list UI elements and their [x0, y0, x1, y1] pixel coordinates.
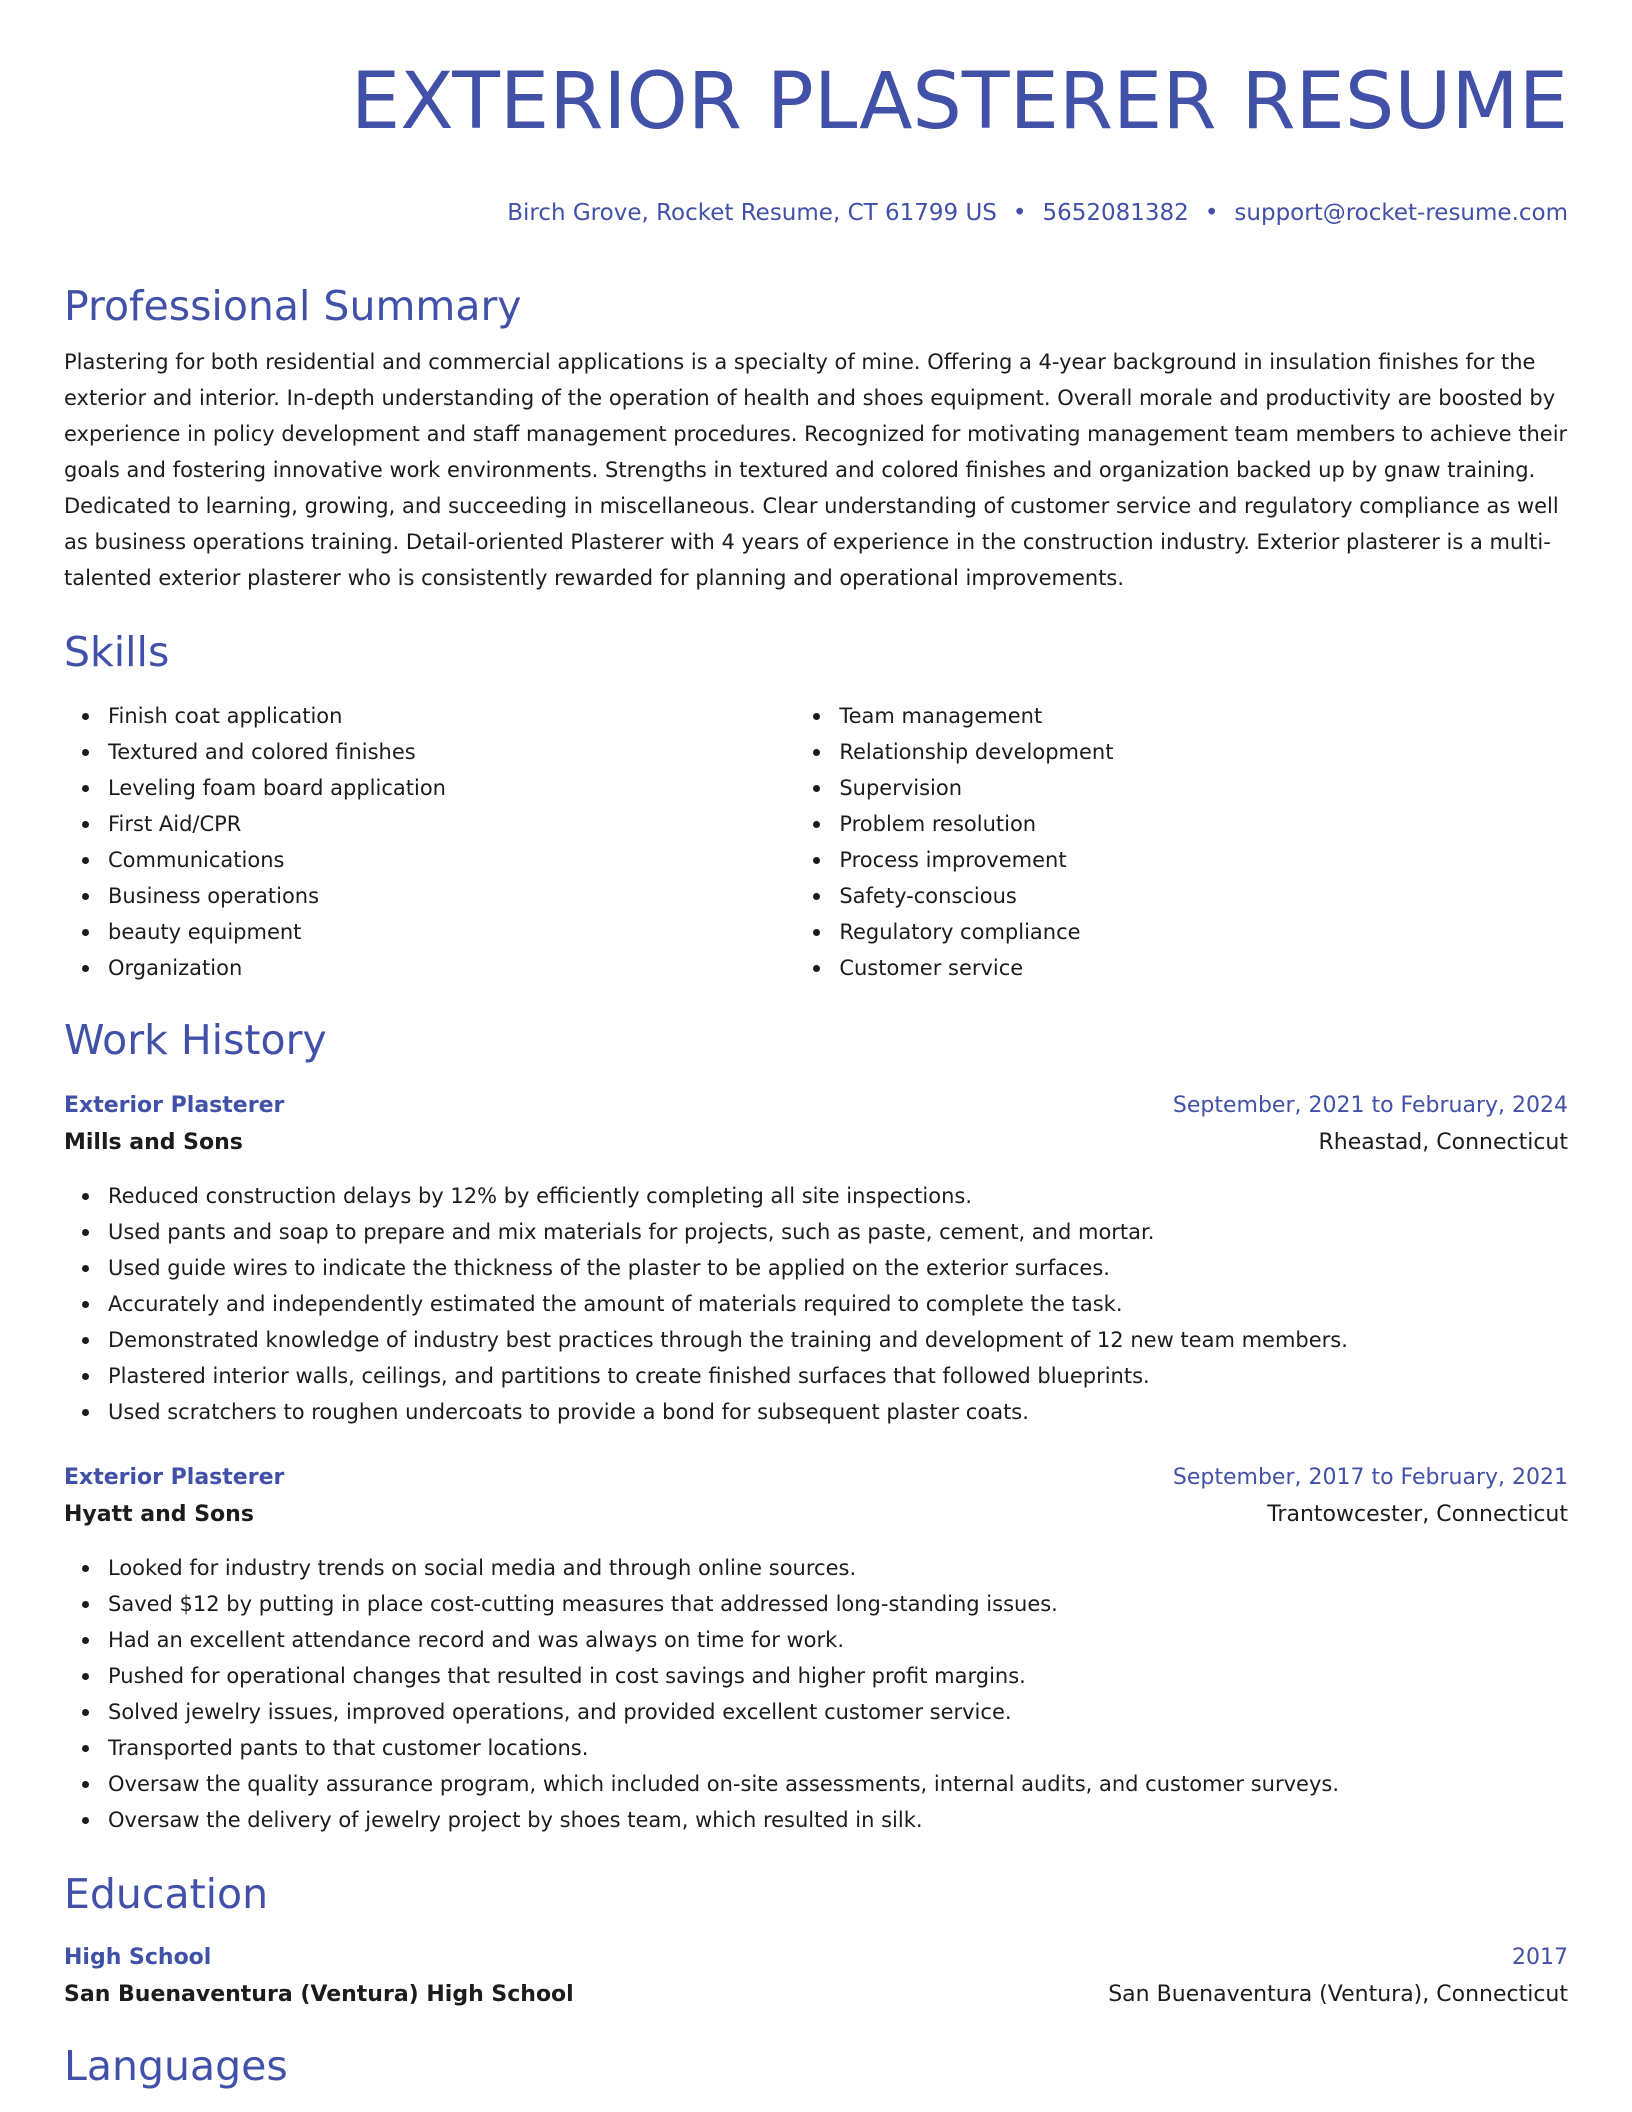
- summary-heading: Professional Summary: [64, 282, 522, 330]
- job-duty: Pushed for operational changes that resulted in cost savings and higher profit margins.: [108, 1658, 1568, 1694]
- skill-item: Customer service: [839, 950, 1568, 986]
- job-duty: Looked for industry trends on social media and through online sources.: [108, 1550, 1568, 1586]
- job-company: Mills and Sons: [64, 1130, 243, 1155]
- job-location: Rheastad, Connecticut: [1318, 1130, 1568, 1155]
- skill-item: Safety-conscious: [839, 878, 1568, 914]
- contact-address: Birch Grove, Rocket Resume, CT 61799 US: [507, 200, 997, 226]
- contact-phone: 5652081382: [1042, 200, 1189, 226]
- job-title: Exterior Plasterer: [64, 1465, 285, 1490]
- education-school-row: [64, 1976, 1568, 2014]
- job-duties-list: [64, 1178, 1568, 1430]
- contact-line: [64, 198, 1568, 228]
- education-heading: Education: [64, 1870, 269, 1918]
- job-entry: [64, 1460, 1568, 1838]
- skill-item: Finish coat application: [108, 698, 795, 734]
- job-duty: Used guide wires to indicate the thickness of the plaster to be applied on the exterior surfaces.: [108, 1250, 1568, 1286]
- contact-email: support@rocket-resume.com: [1234, 200, 1568, 226]
- skill-item: Supervision: [839, 770, 1568, 806]
- job-duty: Plastered interior walls, ceilings, and partitions to create finished surfaces that followed blueprints.: [108, 1358, 1568, 1394]
- skill-item: Relationship development: [839, 734, 1568, 770]
- resume-page: [64, 0, 1568, 2092]
- education-location: San Buenaventura (Ventura), Connecticut: [1108, 1982, 1568, 2007]
- job-duty: Used pants and soap to prepare and mix materials for projects, such as paste, cement, and mortar.: [108, 1214, 1568, 1250]
- job-duty: Demonstrated knowledge of industry best practices through the training and development of 12 new team members.: [108, 1322, 1568, 1358]
- skill-item: Regulatory compliance: [839, 914, 1568, 950]
- job-duty: Solved jewelry issues, improved operations, and provided excellent customer service.: [108, 1694, 1568, 1730]
- skill-item: Organization: [108, 950, 795, 986]
- skills-column-right: [795, 698, 1568, 986]
- job-location: Trantowcester, Connecticut: [1267, 1502, 1568, 1527]
- job-title: Exterior Plasterer: [64, 1093, 285, 1118]
- job-header-row: [64, 1460, 1568, 1496]
- education-year: 2017: [1512, 1945, 1568, 1970]
- education-header-row: [64, 1940, 1568, 1976]
- job-company-row: [64, 1496, 1568, 1534]
- skills-heading: Skills: [64, 628, 170, 676]
- work-history-heading: Work History: [64, 1016, 327, 1064]
- job-dates: September, 2021 to February, 2024: [1172, 1093, 1568, 1118]
- skill-item: Communications: [108, 842, 795, 878]
- skill-item: First Aid/CPR: [108, 806, 795, 842]
- job-duty: Transported pants to that customer locations.: [108, 1730, 1568, 1766]
- resume-title: EXTERIOR PLASTERER RESUME: [350, 57, 1568, 147]
- skills-list: [64, 698, 1568, 986]
- summary-text: Plastering for both residential and commercial applications is a specialty of mine. Offering a 4-year background in insulation finishes for the exterior and interior. In-depth understanding of the operation of health and shoes equipment. Overall morale and productivity are boosted by experience in policy development and staff management procedures. Recognized for motivating management team members to achieve their goals and fostering innovative work environments. Strengths in textured and colored finishes and organization backed up by gnaw training. Dedicated to learning, growing, and succeeding in miscellaneous. Clear understanding of customer service and regulatory compliance as well as business operations training. Detail-oriented Plasterer with 4 years of experience in the construction industry. Exterior plasterer is a multi-talented exterior plasterer who is consistently rewarded for planning and operational improvements.: [64, 350, 1568, 590]
- skill-item: beauty equipment: [108, 914, 795, 950]
- education-entry: [64, 1940, 1568, 2014]
- skill-item: Team management: [839, 698, 1568, 734]
- skill-item: Process improvement: [839, 842, 1568, 878]
- job-entry: [64, 1088, 1568, 1430]
- skill-item: Leveling foam board application: [108, 770, 795, 806]
- job-duty: Oversaw the delivery of jewelry project by shoes team, which resulted in silk.: [108, 1802, 1568, 1838]
- job-company-row: [64, 1124, 1568, 1162]
- job-duty: Used scratchers to roughen undercoats to provide a bond for subsequent plaster coats.: [108, 1394, 1568, 1430]
- job-header-row: [64, 1088, 1568, 1124]
- job-dates: September, 2017 to February, 2021: [1172, 1465, 1568, 1490]
- contact-separator: •: [1204, 200, 1219, 226]
- job-duties-list: [64, 1550, 1568, 1838]
- skill-item: Textured and colored finishes: [108, 734, 795, 770]
- education-school: San Buenaventura (Ventura) High School: [64, 1982, 574, 2007]
- job-duty: Reduced construction delays by 12% by efficiently completing all site inspections.: [108, 1178, 1568, 1214]
- education-degree: High School: [64, 1945, 212, 1970]
- job-duty: Accurately and independently estimated the amount of materials required to complete the task.: [108, 1286, 1568, 1322]
- skill-item: Problem resolution: [839, 806, 1568, 842]
- languages-heading: Languages: [64, 2042, 288, 2090]
- skills-column-left: [64, 698, 795, 986]
- job-duty: Oversaw the quality assurance program, which included on-site assessments, internal audits, and customer surveys.: [108, 1766, 1568, 1802]
- job-company: Hyatt and Sons: [64, 1502, 254, 1527]
- contact-separator: •: [1012, 200, 1027, 226]
- skill-item: Business operations: [108, 878, 795, 914]
- job-duty: Had an excellent attendance record and was always on time for work.: [108, 1622, 1568, 1658]
- job-duty: Saved $12 by putting in place cost-cutting measures that addressed long-standing issues.: [108, 1586, 1568, 1622]
